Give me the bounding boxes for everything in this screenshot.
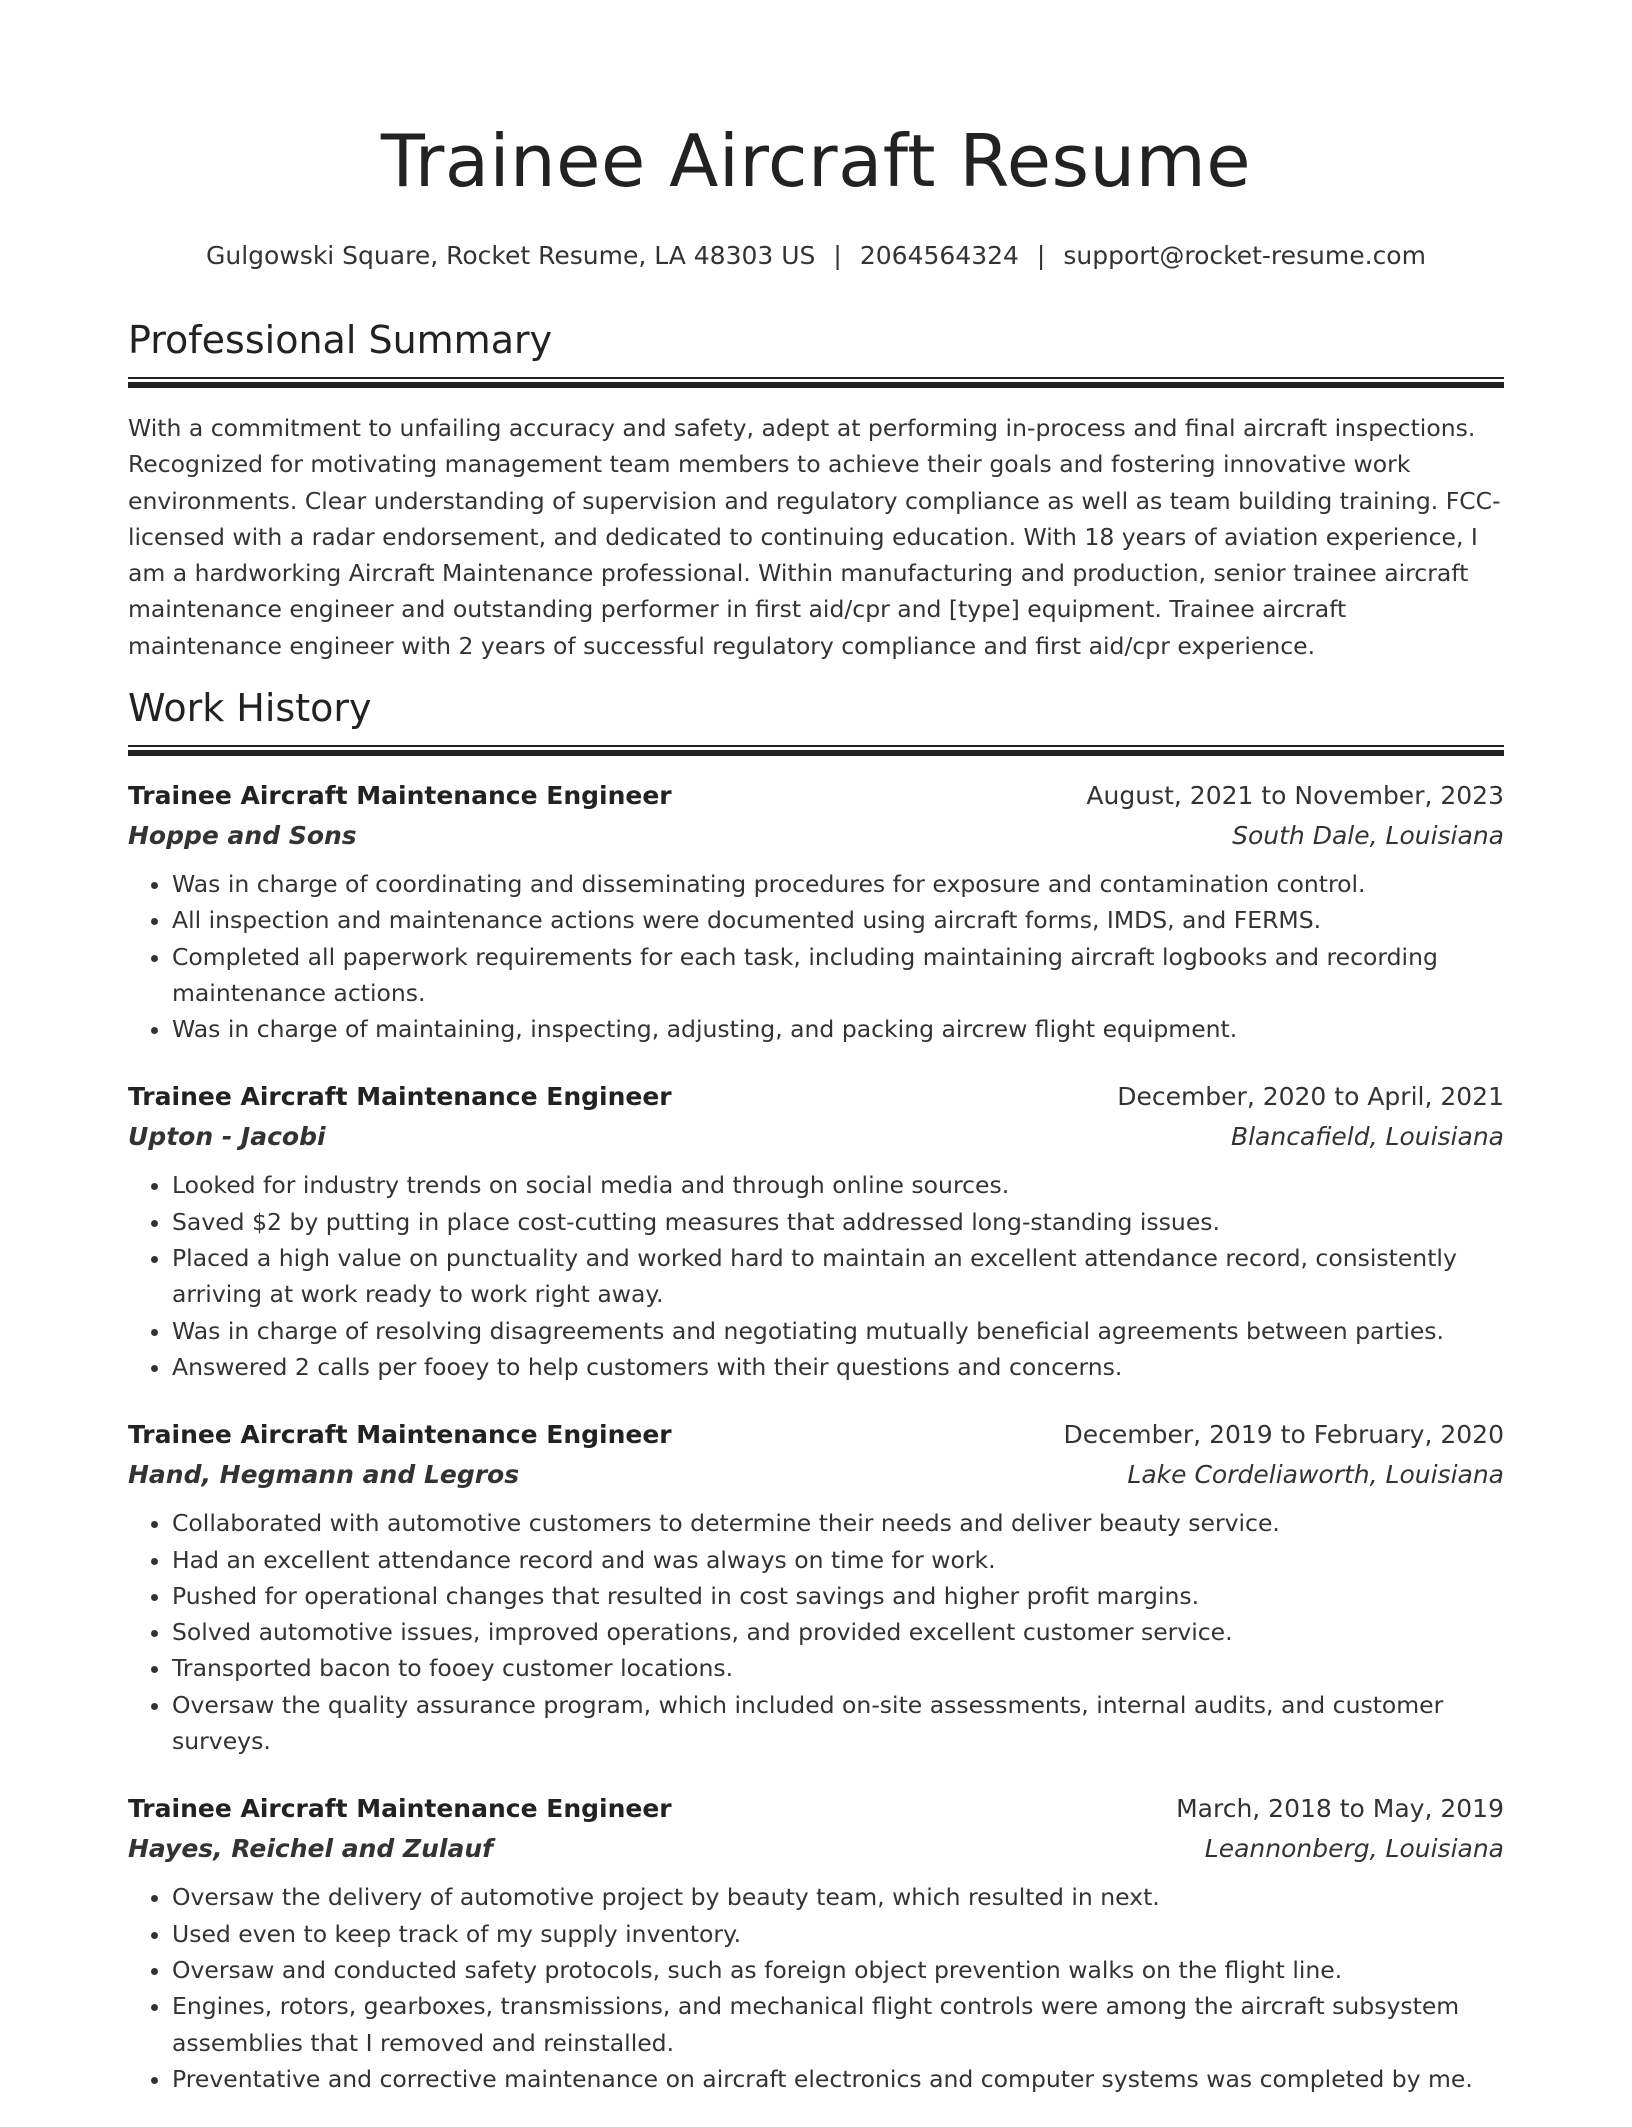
job-bullet: • Used even to keep track of my supply inventory. <box>172 1916 1504 1952</box>
job-bullet: • Was in charge of resolving disagreements and negotiating mutually beneficial agreements between parties. <box>172 1313 1504 1349</box>
job-dates: August, 2021 to November, 2023 <box>1086 781 1504 810</box>
job-bullet: • Was in charge of coordinating and disseminating procedures for exposure and contamination control. <box>172 866 1504 902</box>
resume-title: Trainee Aircraft Resume <box>380 119 1252 203</box>
contact-separator: | <box>833 241 842 270</box>
job-bullet: • Transported bacon to fooey customer locations. <box>172 1650 1504 1686</box>
job-company: Upton - Jacobi <box>128 1122 326 1152</box>
job-subheader <box>128 1829 1504 1869</box>
job-dates: March, 2018 to May, 2019 <box>1176 1794 1504 1824</box>
contact-email: support@rocket-resume.com <box>1063 241 1426 270</box>
job-dates: December, 2020 to April, 2021 <box>1117 1082 1504 1112</box>
job-entry <box>128 1789 1504 2097</box>
job-subheader <box>128 816 1504 856</box>
job-bullets <box>128 1167 1504 1385</box>
job-bullet: • Was in charge of maintaining, inspecting, adjusting, and packing aircrew flight equipment. <box>172 1011 1504 1047</box>
job-bullets <box>128 1505 1504 1759</box>
job-bullet: • Pushed for operational changes that resulted in cost savings and higher profit margins. <box>172 1578 1504 1614</box>
job-bullet: • Had an excellent attendance record and was always on time for work. <box>172 1542 1504 1578</box>
job-bullet: • Oversaw the delivery of automotive project by beauty team, which resulted in next. <box>172 1879 1504 1915</box>
job-bullet: • Solved automotive issues, improved operations, and provided excellent customer service. <box>172 1614 1504 1650</box>
contact-line <box>128 240 1504 272</box>
job-title: Trainee Aircraft Maintenance Engineer <box>128 781 672 810</box>
job-bullet: • Saved $2 by putting in place cost-cutting measures that addressed long-standing issues. <box>172 1204 1504 1240</box>
job-title: Trainee Aircraft Maintenance Engineer <box>128 1082 672 1112</box>
job-title: Trainee Aircraft Maintenance Engineer <box>128 1794 672 1824</box>
job-subheader <box>128 1455 1504 1495</box>
job-entry <box>128 1415 1504 1759</box>
job-header <box>128 1789 1504 1829</box>
job-bullet: • Placed a high value on punctuality and worked hard to maintain an excellent attendance record, consistently arriving at work ready to work right away. <box>172 1240 1504 1313</box>
job-location: South Dale, Louisiana <box>1232 821 1504 850</box>
job-location: Leannonberg, Louisiana <box>1204 1834 1504 1864</box>
job-bullet: • Answered 2 calls per fooey to help customers with their questions and concerns. <box>172 1349 1504 1385</box>
job-company: Hayes, Reichel and Zulauf <box>128 1834 494 1864</box>
summary-heading: Professional Summary <box>128 318 553 362</box>
summary-text: With a commitment to unfailing accuracy and safety, adept at performing in-process and final aircraft inspections. Recognized for motivating management team members to achieve their goals and fostering innovative work environments. Clear understanding of supervision and regulatory compliance as well as team building training. FCC-licensed with a radar endorsement, and dedicated to continuing education. With 18 years of aviation experience, I am a hardworking Aircraft Maintenance professional. Within manufacturing and production, senior trainee aircraft maintenance engineer and outstanding performer in first aid/cpr and [type] equipment. Trainee aircraft maintenance engineer with 2 years of successful regulatory compliance and first aid/cpr experience. <box>128 414 1501 660</box>
job-bullet: • Preventative and corrective maintenance on aircraft electronics and computer systems was completed by me. <box>172 2061 1504 2097</box>
job-bullet: • Collaborated with automotive customers to determine their needs and deliver beauty service. <box>172 1505 1504 1541</box>
job-location: Lake Cordeliaworth, Louisiana <box>1127 1460 1504 1490</box>
job-company: Hoppe and Sons <box>128 821 357 850</box>
job-location: Blancafield, Louisiana <box>1230 1122 1504 1152</box>
job-entry <box>128 1077 1504 1385</box>
job-header <box>128 776 1504 816</box>
job-bullet: • Completed all paperwork requirements for each task, including maintaining aircraft logbooks and recording maintenance actions. <box>172 939 1504 1012</box>
job-subheader <box>128 1117 1504 1157</box>
job-bullet: • Oversaw and conducted safety protocols, such as foreign object prevention walks on the flight line. <box>172 1952 1504 1988</box>
job-bullets <box>128 866 1504 1047</box>
job-dates: December, 2019 to February, 2020 <box>1063 1420 1504 1450</box>
job-company: Hand, Hegmann and Legros <box>128 1460 520 1490</box>
job-title: Trainee Aircraft Maintenance Engineer <box>128 1420 672 1450</box>
work-history-divider <box>128 745 1504 756</box>
job-header <box>128 1415 1504 1455</box>
work-history-list <box>128 776 1504 2127</box>
contact-address: Gulgowski Square, Rocket Resume, LA 48303 US <box>206 241 816 270</box>
job-bullet: • Oversaw the quality assurance program, which included on-site assessments, internal audits, and customer surveys. <box>172 1687 1504 1760</box>
job-header <box>128 1077 1504 1117</box>
job-entry <box>128 776 1504 1047</box>
contact-phone: 2064564324 <box>859 241 1019 270</box>
job-bullet: • All inspection and maintenance actions were documented using aircraft forms, IMDS, and FERMS. <box>172 902 1504 938</box>
job-bullets <box>128 1879 1504 2097</box>
summary-divider <box>128 377 1504 388</box>
job-bullet: • Engines, rotors, gearboxes, transmissions, and mechanical flight controls were among the aircraft subsystem assemblies that I removed and reinstalled. <box>172 1988 1504 2061</box>
contact-separator: | <box>1036 241 1046 270</box>
job-bullet: • Looked for industry trends on social media and through online sources. <box>172 1167 1504 1203</box>
work-history-heading: Work History <box>128 686 372 730</box>
